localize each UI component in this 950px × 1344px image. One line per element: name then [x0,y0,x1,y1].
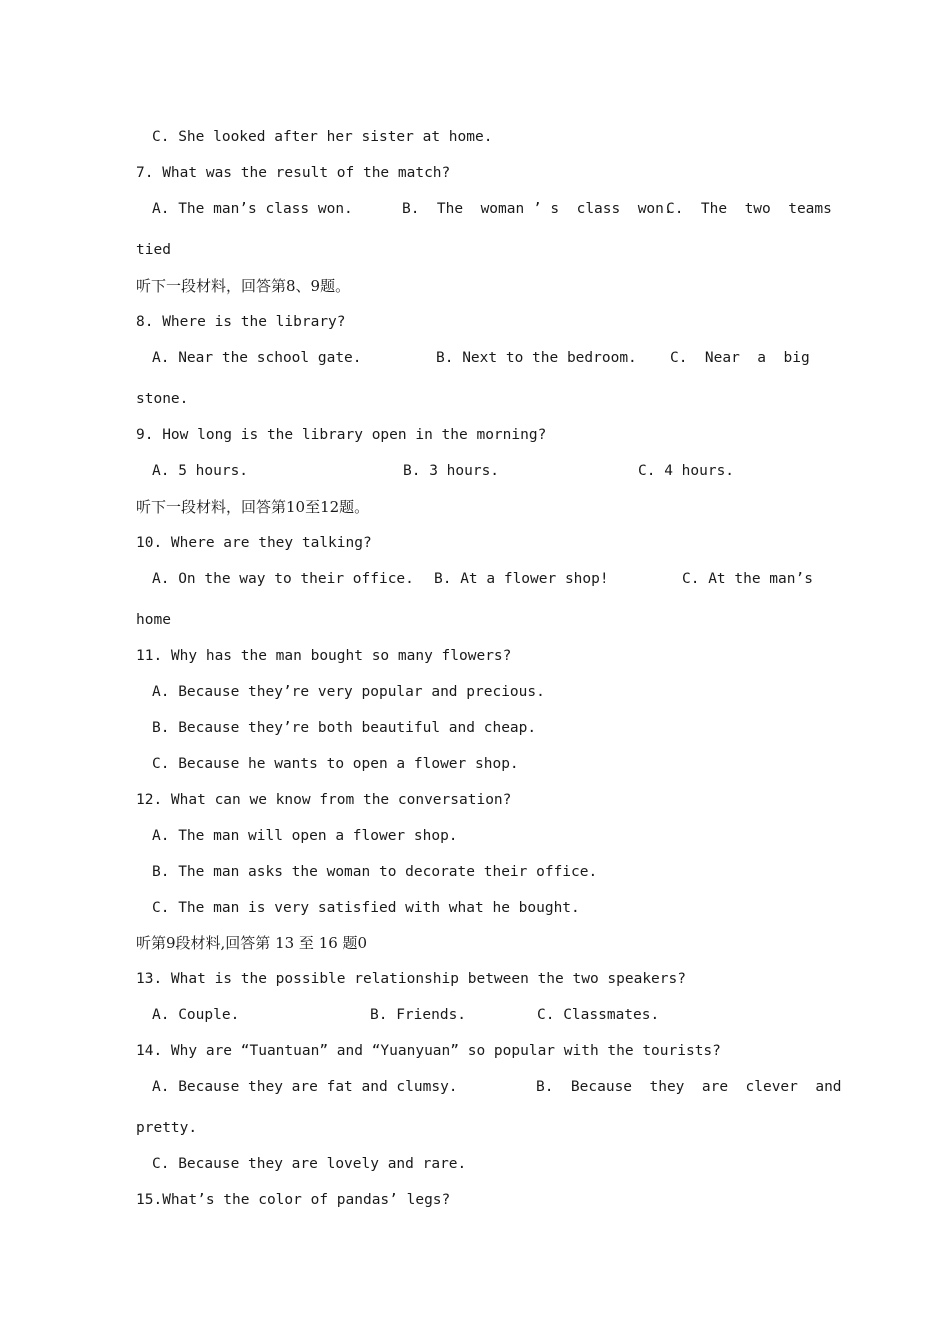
q9-options-row [152,462,814,480]
q7-options-row [152,200,832,218]
q13-option-a: A. Couple. [152,1007,240,1023]
q14-option-a: A. Because they are fat and clumsy. [152,1079,458,1095]
q11-option-b: B. Because they’re both beautiful and cheap. [152,720,537,736]
q12-option-b: B. The man asks the woman to decorate their office. [152,864,598,880]
q14-option-b-wrap: pretty. [136,1120,198,1136]
q14-options-row [152,1078,842,1096]
q14-option-b: B. Because they are clever and [536,1079,842,1095]
q7-option-c: C. The two teams [666,201,832,217]
q8-option-a: A. Near the school gate. [152,350,362,366]
section-heading-13-16: 听第9段材料,回答第 13 至 16 题0 [136,934,368,952]
question-15: 15.What’s the color of pandas’ legs? [136,1192,451,1208]
section-heading-8-9: 听下一段材料，回答第8、9题。 [136,277,351,295]
q13-option-c: C. Classmates. [537,1007,660,1023]
section-heading-10-12: 听下一段材料，回答第10至12题。 [136,498,370,516]
q11-option-a: A. Because they’re very popular and precious. [152,684,545,700]
question-8: 8. Where is the library? [136,314,346,330]
q10-option-c: C. At the man’s [682,571,813,587]
q12-option-c: C. The man is very satisfied with what he bought. [152,900,580,916]
q6-option-c: C. She looked after her sister at home. [152,129,493,145]
question-7: 7. What was the result of the match? [136,165,451,181]
q8-options-row [152,349,814,367]
q11-option-c: C. Because he wants to open a flower shop. [152,756,519,772]
q14-option-c: C. Because they are lovely and rare. [152,1156,467,1172]
q7-option-b: B. The woman ’ s class won. [402,201,673,217]
question-11: 11. Why has the man bought so many flowers? [136,648,512,664]
q13-options-row [152,1006,814,1024]
question-13: 13. What is the possible relationship between the two speakers? [136,971,686,987]
q10-option-a: A. On the way to their office. [152,571,414,587]
q10-option-b: B. At a flower shop! [434,571,609,587]
question-10: 10. Where are they talking? [136,535,372,551]
q7-option-c-wrap: tied [136,242,171,258]
q10-options-row [152,570,814,588]
q8-option-c-wrap: stone. [136,391,189,407]
question-12: 12. What can we know from the conversation? [136,792,512,808]
q8-option-c: C. Near a big [670,350,810,366]
q7-option-a: A. The man’s class won. [152,201,353,217]
q10-option-c-wrap: home [136,612,171,628]
question-9: 9. How long is the library open in the morning? [136,427,547,443]
q8-option-b: B. Next to the bedroom. [436,350,637,366]
q9-option-b: B. 3 hours. [403,463,500,479]
q12-option-a: A. The man will open a flower shop. [152,828,458,844]
q13-option-b: B. Friends. [370,1007,467,1023]
question-14: 14. Why are “Tuantuan” and “Yuanyuan” so popular with the tourists? [136,1043,721,1059]
q9-option-a: A. 5 hours. [152,463,249,479]
q9-option-c: C. 4 hours. [638,463,735,479]
